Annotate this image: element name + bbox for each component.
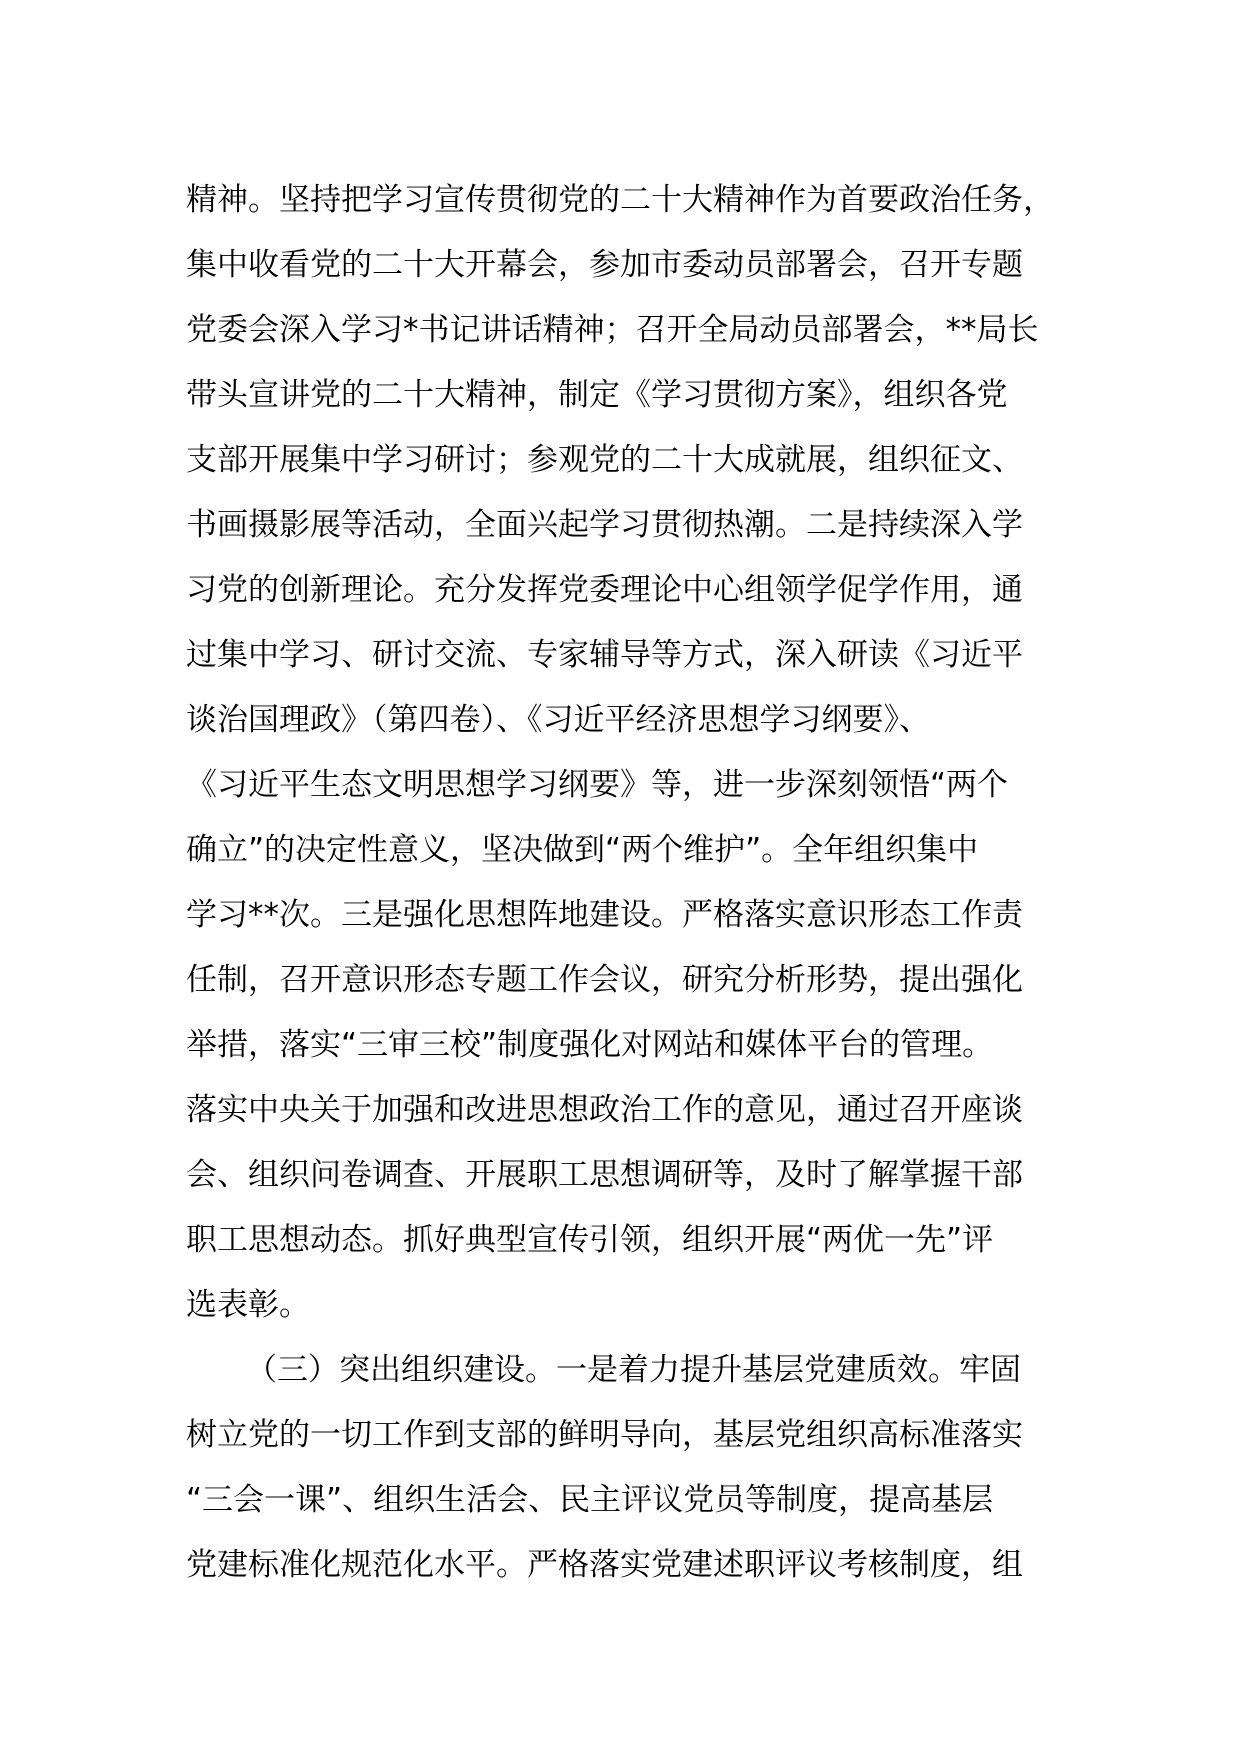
text-line: 学习**次。三是强化思想阵地建设。严格落实意识形态工作责 [186, 897, 1023, 933]
text-line: 支部开展集中学习研讨；参观党的二十大成就展，组织征文、 [186, 442, 1023, 478]
text-line: 确立”的决定性意义，坚决做到“两个维护”。全年组织集中 [186, 832, 979, 868]
text-line: 职工思想动态。抓好典型宣传引领，组织开展“两优一先”评 [186, 1222, 994, 1258]
text-line: 党委会深入学习*书记讲话精神；召开全局动员部署会，**局长 [186, 312, 1039, 348]
text-line: 集中收看党的二十大开幕会，参加市委动员部署会，召开专题 [186, 247, 1023, 283]
text-line: 选表彰。 [186, 1287, 310, 1323]
text-line: 《习近平生态文明思想学习纲要》等，进一步深刻领悟“两个 [186, 767, 1009, 803]
body-text [186, 168, 1066, 1598]
text-line: 书画摄影展等活动，全面兴起学习贯彻热潮。二是持续深入学 [186, 507, 1023, 543]
text-line: 树立党的一切工作到支部的鲜明导向，基层党组织高标准落实 [186, 1417, 1023, 1453]
text-line: 任制，召开意识形态专题工作会议，研究分析形势，提出强化 [186, 962, 1023, 998]
text-line: 习党的创新理论。充分发挥党委理论中心组领学促学作用，通 [186, 572, 1023, 608]
text-line: 落实中央关于加强和改进思想政治工作的意见，通过召开座谈 [186, 1092, 1023, 1128]
text-line: 谈治国理政》（第四卷）、《习近平经济思想学习纲要》、 [186, 702, 930, 738]
text-line: “三会一课”、组织生活会、民主评议党员等制度，提高基层 [186, 1482, 994, 1518]
text-line: 过集中学习、研讨交流、专家辅导等方式，深入研读《习近平 [186, 637, 1023, 673]
section-heading-line: （三）突出组织建设。一是着力提升基层党建质效。牢固 [246, 1352, 1021, 1388]
text-line: 带头宣讲党的二十大精神，制定《学习贯彻方案》，组织各党 [186, 377, 1008, 413]
text-line: 会、组织问卷调查、开展职工思想调研等，及时了解掌握干部 [186, 1157, 1023, 1193]
text-line: 精神。坚持把学习宣传贯彻党的二十大精神作为首要政治任务， [186, 182, 1054, 218]
text-line: 党建标准化规范化水平。严格落实党建述职评议考核制度，组 [186, 1547, 1023, 1583]
text-line: 举措，落实“三审三校”制度强化对网站和媒体平台的管理。 [186, 1027, 994, 1063]
